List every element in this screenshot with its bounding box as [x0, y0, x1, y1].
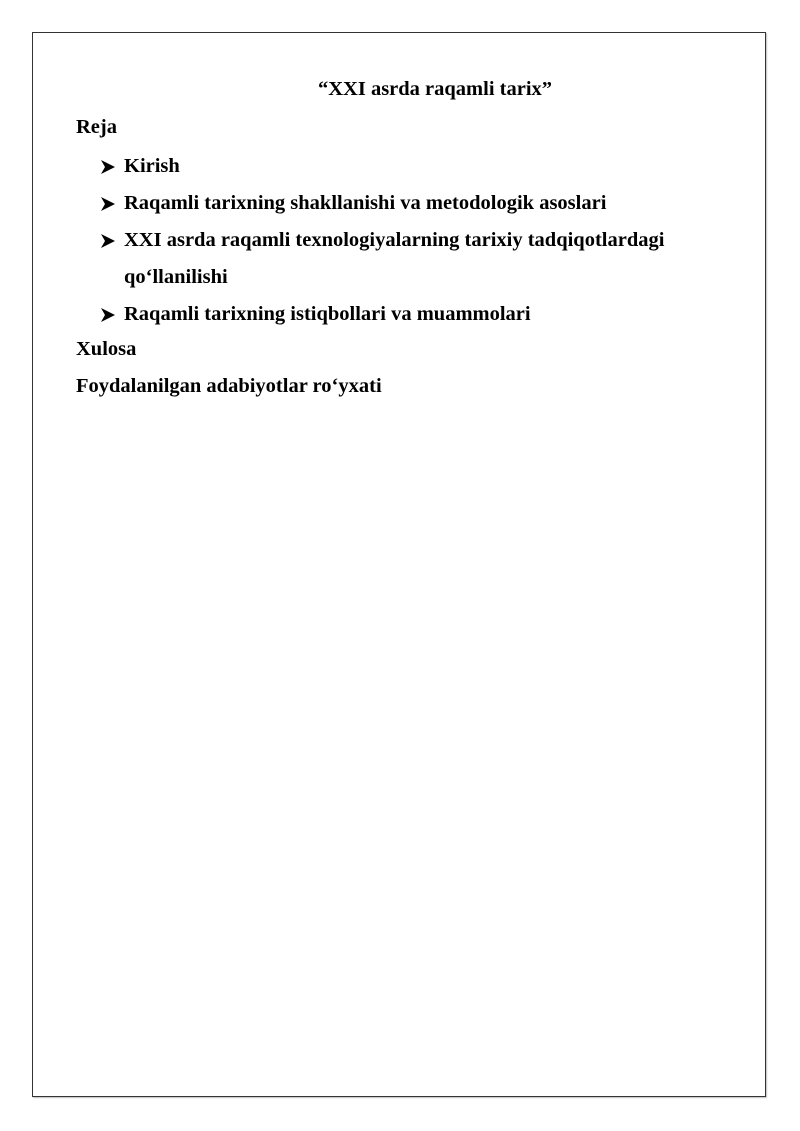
plan-item-application [100, 222, 720, 296]
plan-item-formation [100, 185, 720, 222]
arrowhead-bullet-icon [100, 148, 120, 185]
arrowhead-bullet-icon [100, 185, 120, 222]
plan-item-label: XXI asrda raqamli texnologiyalarning tarixiy tadqiqotlardagi qo‘llanilishi [124, 229, 665, 288]
plan-heading: Reja [76, 116, 117, 138]
references-heading: Foydalanilgan adabiyotlar ro‘yxati [76, 375, 382, 397]
plan-item-label: Raqamli tarixning istiqbollari va muammolari [124, 303, 531, 325]
arrowhead-bullet-icon [100, 296, 120, 333]
plan-list [100, 148, 720, 333]
plan-item-label: Raqamli tarixning shakllanishi va metodologik asoslari [124, 192, 607, 214]
arrowhead-bullet-icon [100, 222, 120, 259]
plan-item-label: Kirish [124, 155, 180, 177]
plan-item-prospects [100, 296, 720, 333]
conclusion-heading: Xulosa [76, 338, 137, 360]
plan-item-introduction [100, 148, 720, 185]
document-title: “XXI asrda raqamli tarix” [317, 78, 553, 100]
